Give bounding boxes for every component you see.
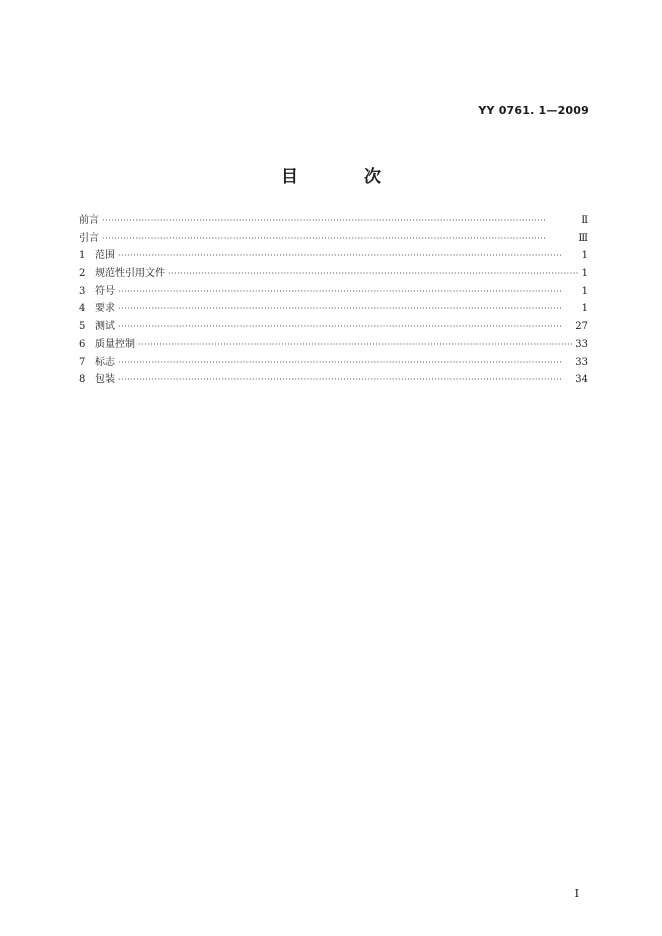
toc-entry-label: 规范性引用文件 — [95, 268, 165, 280]
toc-entry-6[interactable] — [79, 336, 588, 354]
toc-entry-label: 引言 — [79, 232, 99, 244]
toc-leader-dots — [118, 318, 573, 336]
table-of-contents — [79, 212, 588, 389]
toc-leader-dots — [118, 354, 573, 372]
toc-entry-page: 1 — [581, 250, 588, 262]
toc-entry-number: 3 — [79, 285, 86, 297]
toc-entry-label: 符号 — [95, 285, 115, 297]
toc-entry-number: 4 — [79, 303, 86, 315]
toc-entry-label: 包装 — [95, 374, 115, 386]
toc-entry-number: 1 — [79, 250, 86, 262]
toc-leader-dots — [138, 336, 573, 354]
toc-entry-page: 34 — [575, 374, 588, 386]
toc-entry-label: 范围 — [95, 250, 115, 262]
toc-entry-introduction[interactable] — [79, 230, 588, 248]
toc-entry-1[interactable] — [79, 247, 588, 265]
toc-leader-dots — [168, 265, 578, 283]
toc-entry-7[interactable] — [79, 354, 588, 372]
toc-leader-dots — [102, 230, 576, 248]
toc-leader-dots — [118, 247, 578, 265]
standard-number: YY 0761. 1—2009 — [478, 104, 589, 117]
toc-entry-label: 质量控制 — [95, 338, 135, 350]
toc-entry-page: 1 — [581, 285, 588, 297]
toc-entry-number: 6 — [79, 338, 86, 350]
toc-entry-2[interactable] — [79, 265, 588, 283]
toc-leader-dots — [118, 371, 573, 389]
toc-entry-4[interactable] — [79, 300, 588, 318]
toc-entry-page: 33 — [575, 338, 588, 350]
toc-entry-number: 8 — [79, 374, 86, 386]
toc-leader-dots — [118, 300, 578, 318]
toc-entry-label: 测试 — [95, 321, 115, 333]
toc-entry-page: Ⅲ — [578, 232, 588, 244]
toc-leader-dots — [102, 212, 578, 230]
toc-entry-foreword[interactable] — [79, 212, 588, 230]
toc-entry-page: 1 — [581, 268, 588, 280]
toc-entry-page: 33 — [575, 356, 588, 368]
toc-entry-page: Ⅱ — [581, 215, 588, 226]
toc-entry-label: 要求 — [95, 303, 115, 315]
toc-entry-page: 27 — [575, 321, 588, 333]
toc-entry-page: 1 — [581, 303, 588, 315]
toc-entry-label: 标志 — [95, 356, 115, 368]
toc-entry-label: 前言 — [79, 215, 99, 226]
page-number: Ⅰ — [574, 887, 579, 900]
toc-title: 目 次 — [281, 167, 411, 187]
toc-entry-number: 5 — [79, 321, 86, 333]
toc-entry-8[interactable] — [79, 371, 588, 389]
toc-entry-5[interactable] — [79, 318, 588, 336]
toc-entry-3[interactable] — [79, 283, 588, 301]
toc-leader-dots — [118, 283, 578, 301]
toc-entry-number: 2 — [79, 268, 86, 280]
toc-entry-number: 7 — [79, 356, 86, 368]
